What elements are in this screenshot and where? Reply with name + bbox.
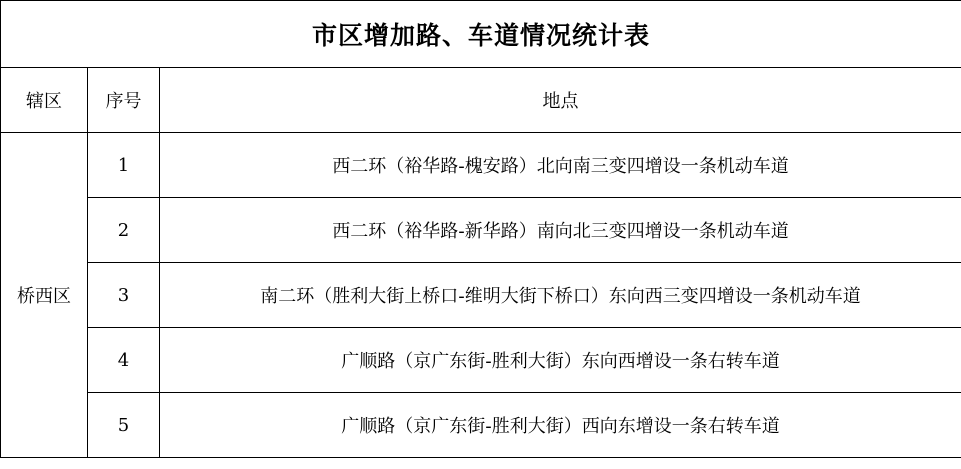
row-index: 5	[88, 393, 160, 458]
row-location: 西二环（裕华路-新华路）南向北三变四增设一条机动车道	[160, 198, 961, 263]
header-row	[1, 68, 961, 133]
table-row	[1, 133, 961, 198]
row-index: 1	[88, 133, 160, 198]
header-location: 地点	[160, 68, 961, 133]
header-index: 序号	[88, 68, 160, 133]
row-location: 西二环（裕华路-槐安路）北向南三变四增设一条机动车道	[160, 133, 961, 198]
row-location: 南二环（胜利大街上桥口-维明大街下桥口）东向西三变四增设一条机动车道	[160, 263, 961, 328]
row-location: 广顺路（京广东街-胜利大街）东向西增设一条右转车道	[160, 328, 961, 393]
table-row	[1, 393, 961, 458]
table-row	[1, 328, 961, 393]
row-index: 4	[88, 328, 160, 393]
table-row	[1, 263, 961, 328]
row-index: 3	[88, 263, 160, 328]
title-row	[1, 1, 961, 68]
table-title: 市区增加路、车道情况统计表	[1, 1, 961, 68]
table-row	[1, 198, 961, 263]
header-district: 辖区	[1, 68, 88, 133]
row-location: 广顺路（京广东街-胜利大街）西向东增设一条右转车道	[160, 393, 961, 458]
district-cell: 桥西区	[1, 133, 88, 458]
row-index: 2	[88, 198, 160, 263]
